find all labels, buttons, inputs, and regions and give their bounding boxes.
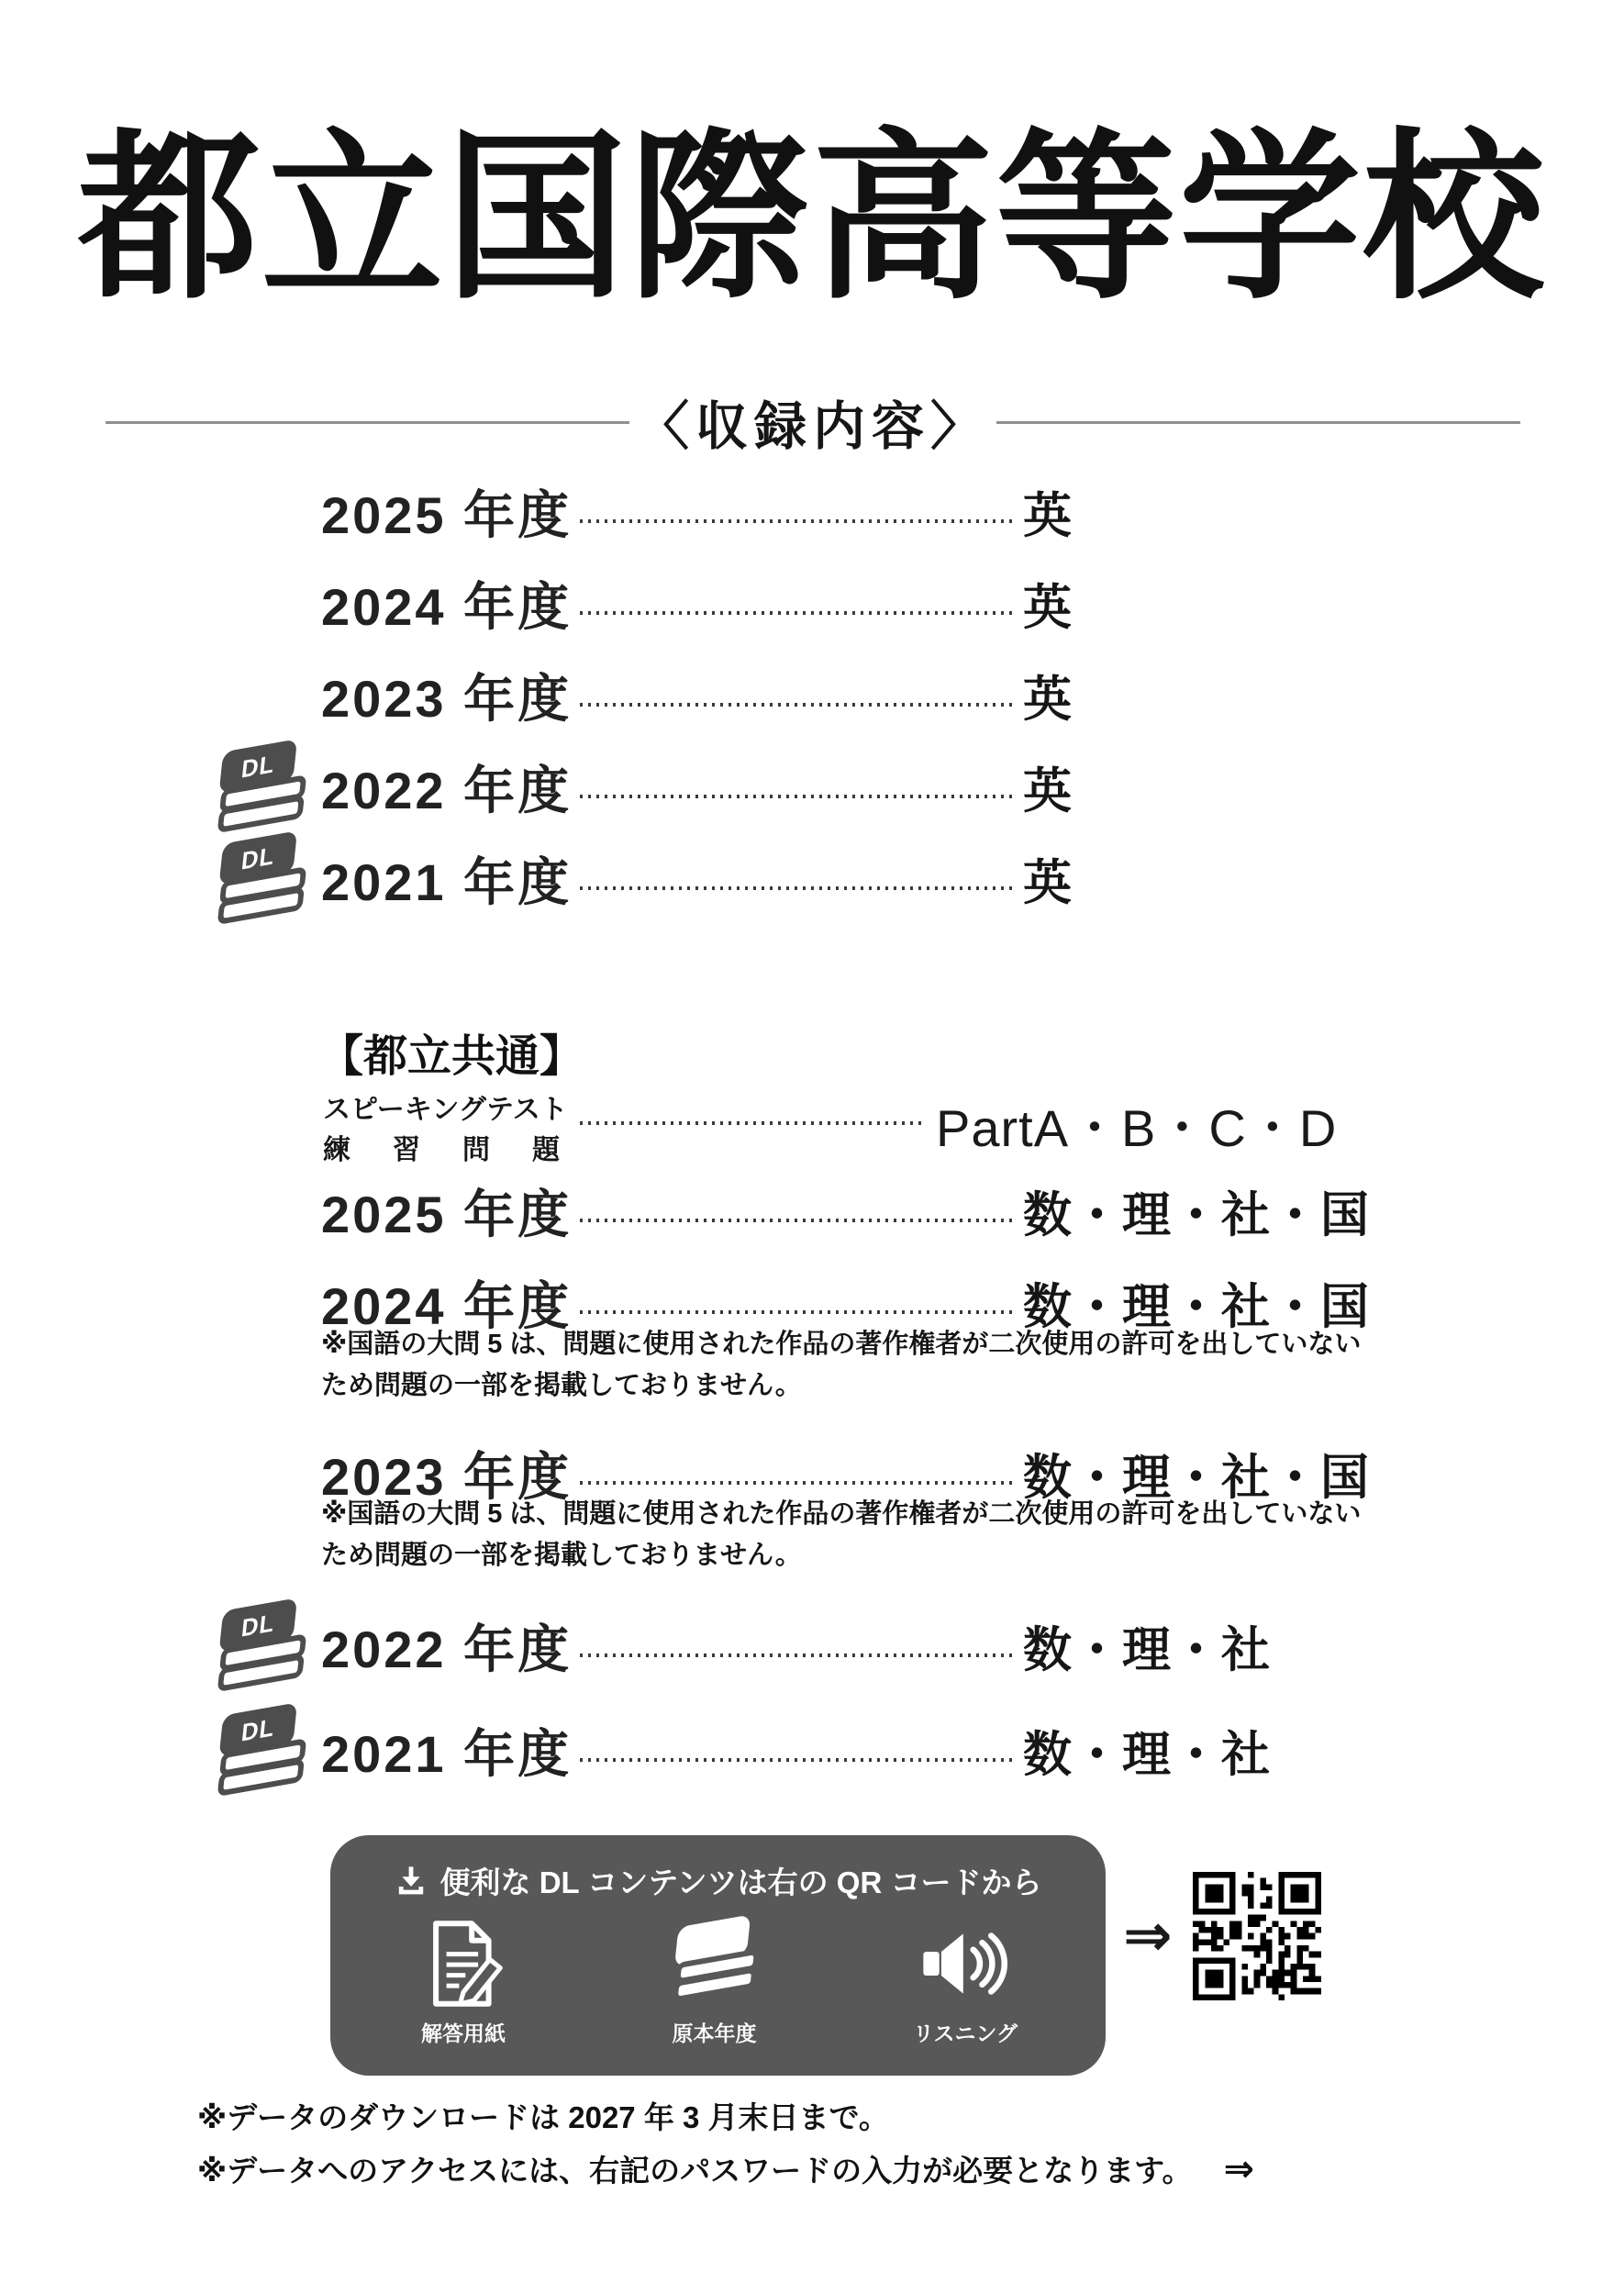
dl-box-title: 便利な DL コンテンツは右の QR コードから [439,1865,1042,1899]
dotted-leader [580,1758,1013,1762]
contents-subtitle-label: 〈収録内容〉 [637,397,989,456]
list-item [0,571,1624,637]
speaking-test-label-line1: スピーキングテスト [323,1095,568,1125]
page-title: 都立国際高等学校 [78,117,1546,319]
dotted-leader [580,611,1013,615]
dotted-leader [580,703,1013,707]
listening-icon [919,1916,1011,2011]
list-item [0,1711,1624,1784]
dl-icon-label: DL [239,748,277,784]
copyright-note-line2: ため問題の一部を掲載しておりません。 [321,1371,802,1400]
subjects-label: 英 [1023,856,1073,910]
year-label: 2021 年度 [321,1725,573,1783]
subjects-label: 数・理・社・国 [1023,1280,1370,1334]
footer-note-line1 [197,2094,889,2137]
list-item [0,1178,1624,1244]
dl-icon-label: DL [239,1607,277,1643]
download-book-icon [214,1605,309,1695]
year-label: 2025 年度 [321,1186,573,1243]
dl-item-label: リスニング [912,2021,1018,2045]
download-book-icon [214,746,309,836]
dl-contents-box [330,1835,1106,2076]
copyright-note [321,1324,1385,1407]
year-label: 2023 年度 [321,1448,573,1506]
year-label: 2024 年度 [321,1277,573,1335]
copyright-note [321,1494,1385,1576]
list-item [0,479,1624,545]
dl-item-original-years [646,1916,784,2047]
list-item [0,748,1624,820]
speaking-test-label-line2: 練習問題 [323,1135,560,1165]
qr-code-block [1193,1872,1321,2000]
subjects-label: 英 [1023,673,1073,727]
qr-code [1193,1872,1321,2000]
dotted-leader [580,519,1013,523]
dl-icon-label: DL [239,840,277,875]
year-label: 2025 年度 [321,486,573,544]
year-label: 2022 年度 [321,1620,573,1678]
dotted-leader [580,795,1013,798]
year-label: 2023 年度 [321,670,573,728]
download-icon [395,1865,428,1898]
dotted-leader [580,1310,1013,1314]
footer-note-text: ※データのダウンロードは 2027 年 3 月末日まで。 [197,2100,889,2134]
year-label: 2021 年度 [321,853,573,911]
copyright-note-line2: ため問題の一部を掲載しておりません。 [321,1541,802,1570]
dl-box-title-row [330,1859,1106,1902]
list-item [0,1607,1624,1679]
dl-item-answer-sheets [395,1916,532,2047]
books-icon [669,1916,761,2011]
subjects-label: 数・理・社・国 [1023,1188,1370,1242]
copyright-note-line1: ※国語の大問 5 は、問題に使用された作品の著作権者が二次使用の許可を出していない [321,1499,1362,1529]
contents-subtitle [106,385,1520,459]
speaking-parts-label: PartA・B・C・D [936,1099,1338,1157]
common-section-header: 【都立共通】 [319,1032,584,1081]
dl-item-listening [896,1916,1034,2047]
download-book-icon [214,838,309,928]
subtitle-rule-left [106,421,629,424]
subjects-label: 数・理・社 [1023,1728,1271,1782]
dotted-leader [580,1121,924,1125]
subjects-label: 英 [1023,764,1073,818]
list-item [0,840,1624,912]
year-label: 2022 年度 [321,762,573,819]
download-book-icon [214,1709,309,1799]
subjects-label: 英 [1023,581,1073,635]
dotted-leader [580,1481,1013,1485]
year-label: 2024 年度 [321,578,573,636]
footer-note-line2 [197,2147,1254,2190]
speaking-test-row [0,1079,1624,1171]
dl-item-label: 原本年度 [672,2021,757,2045]
subjects-label: 数・理・社 [1023,1623,1271,1677]
subjects-label: 英 [1023,489,1073,543]
answer-sheet-icon [421,1916,506,2011]
dotted-leader [580,886,1013,890]
arrow-to-password: ⇒ [1223,2149,1254,2189]
subtitle-rule-right [996,421,1520,424]
footer-note-text: ※データへのアクセスには、右記のパスワードの入力が必要となります。 [197,2154,1193,2188]
dl-item-label: 解答用紙 [421,2021,506,2045]
subjects-label: 数・理・社・国 [1023,1451,1370,1505]
dotted-leader [580,1219,1013,1222]
list-item [0,663,1624,729]
arrow-to-qr: ⇒ [1123,1902,1173,1968]
dotted-leader [580,1654,1013,1657]
dl-icon-label: DL [239,1711,277,1747]
copyright-note-line1: ※国語の大問 5 は、問題に使用された作品の著作権者が二次使用の許可を出していない [321,1330,1362,1359]
